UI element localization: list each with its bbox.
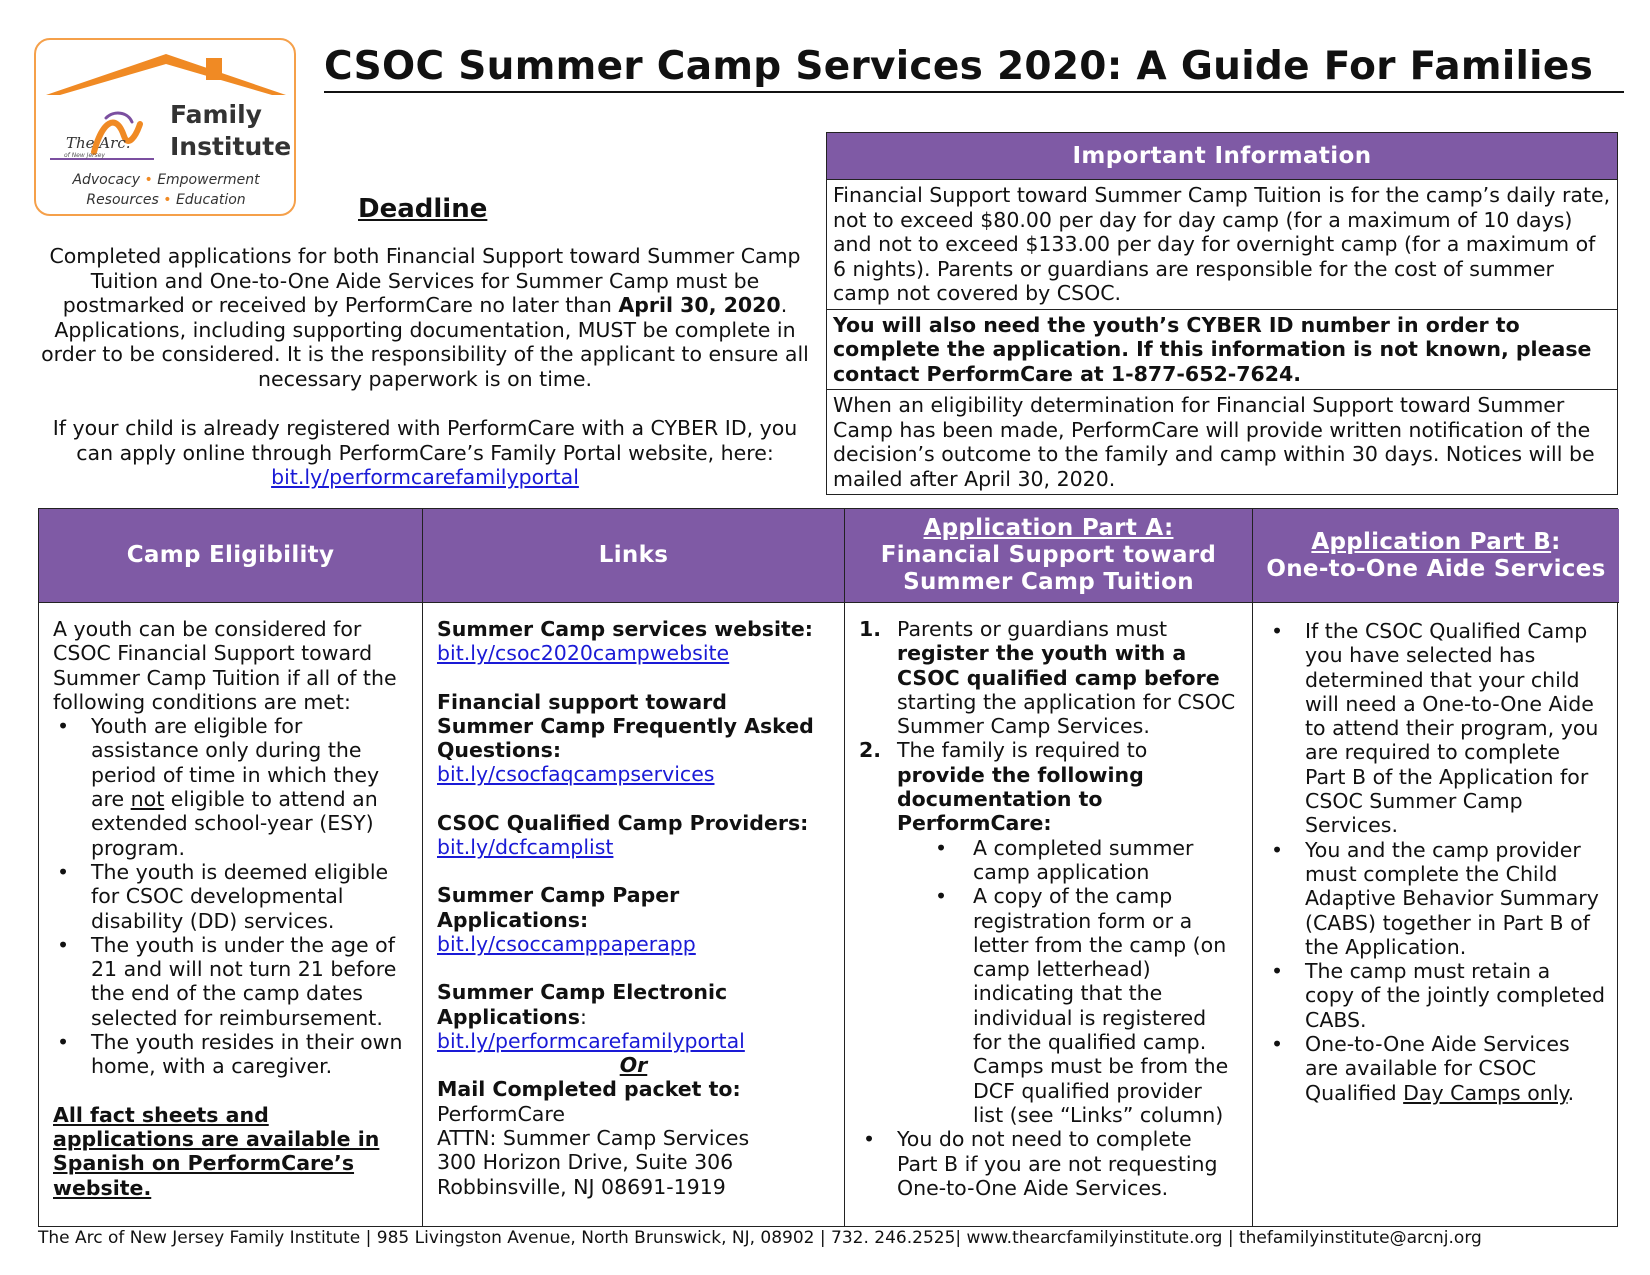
links-column [423, 603, 845, 1226]
part-a-column [845, 603, 1253, 1226]
header-part-a: Application Part A: Financial Support toward Summer Camp Tuition [845, 509, 1253, 603]
link-label: Summer Camp Electronic Applications: [437, 980, 728, 1029]
header-camp-eligibility: Camp Eligibility [39, 509, 423, 603]
faq-link[interactable]: bit.ly/csocfaqcampservices [437, 762, 715, 787]
mail-label: Mail Completed packet to: [437, 1077, 741, 1102]
list-item: • The camp must retain a copy of the jointly completed CABS. [1271, 959, 1605, 1032]
address-line: ATTN: Summer Camp Services [437, 1126, 750, 1151]
list-item: 2. The family is required to provide the following documentation to PerformCare: • A completed summer camp application • A copy of the camp registration form or a letter from the camp (on camp letterhead) indicating that the individual is registered for the qualified camp. Camps must be from the DCF qualified provider list (see “Links” column) [859, 738, 1238, 1127]
header-links: Links [423, 509, 845, 603]
logo-line2: Institute [170, 132, 292, 161]
link-label: CSOC Qualified Camp Providers: [437, 810, 809, 835]
important-info-notification: When an eligibility determination for Financial Support toward Summer Camp has been made, PerformCare will provide written notification of the decision’s outcome to the family and camp within 30 days. Notices will be mailed after April 30, 2020. [833, 393, 1595, 491]
arc-sub: of New Jersey [64, 152, 105, 159]
part-b-column [1253, 603, 1619, 1226]
list-item: • A completed summer camp application [935, 835, 1194, 884]
logo-line1: Family [170, 100, 262, 129]
list-item: • The youth resides in their own home, with a caregiver. [57, 1030, 403, 1079]
services-table [38, 508, 1618, 1227]
list-item: • One-to-One Aide Services are available for CSOC Qualified Day Camps only. [1271, 1032, 1575, 1105]
family-portal-link[interactable]: bit.ly/performcarefamilyportal [437, 1028, 745, 1053]
link-label: Financial support toward Summer Camp Frequently Asked Questions: [437, 689, 814, 763]
list-item: • The youth is under the age of 21 and will not turn 21 before the end of the camp dates selected for reimbursement. [57, 932, 397, 1030]
family-institute-logo [34, 38, 296, 216]
important-info-cyber-id: You will also need the youth’s CYBER ID number in order to complete the application. If this information is not known, please contact PerformCare at 1-877-652-7624. [827, 310, 1617, 391]
camp-website-link[interactable]: bit.ly/csoc2020campwebsite [437, 641, 730, 666]
important-info-heading: Important Information [827, 133, 1617, 180]
link-label: Summer Camp Paper Applications: [437, 883, 680, 932]
link-label: Summer Camp services website: [437, 617, 813, 641]
or-label: Or [619, 1053, 648, 1078]
footer: The Arc of New Jersey Family Institute | 985 Livingston Avenue, North Brunswick, NJ, 08902 | 732. 246.2525| www.thearcfamilyinstitute.org | thefamilyinstitute@arcnj.org [38, 1228, 1482, 1248]
portal-text: If your child is already registered with PerformCare with a CYBER ID, you can apply online through PerformCare’s Family Portal website, here: bit.ly/performcarefamilyportal [52, 416, 798, 489]
address-line: Robbinsville, NJ 08691-1919 [437, 1174, 726, 1199]
camp-list-link[interactable]: bit.ly/dcfcamplist [437, 835, 614, 860]
important-info-tuition: Financial Support toward Summer Camp Tuition is for the camp’s daily rate, not to exceed $80.00 per day for day camp (for a maximum of 10 days) and not to exceed $133.00 per day for overnight camp (for a maximum of 6 nights). Parents or guardians are responsible for the cost of summer camp not covered by CSOC. [827, 180, 1617, 310]
deadline-text: Completed applications for both Financial Support toward Summer Camp Tuition and One-to-One Aide Services for Summer Camp must be postmarked or received by PerformCare no later than April 30, 2020. Applications, including supporting documentation, MUST be complete in order to be considered. It is the responsibility of the applicant to ensure all necessary paperwork is on time. [41, 244, 809, 391]
logo-tagline-1: Advocacy • Empowerment [72, 172, 260, 188]
address-line: PerformCare [437, 1101, 565, 1126]
list-item: • You and the camp provider must complete the Child Adaptive Behavior Summary (CABS) together in Part B of the Application. [1271, 837, 1599, 959]
eligibility-intro: A youth can be considered for CSOC Financial Support toward Summer Camp Tuition if all of the following conditions are met: [53, 617, 397, 714]
list-item: • The youth is deemed eligible for CSOC developmental disability (DD) services. [57, 859, 389, 933]
list-item: 1. Parents or guardians must register the youth with a CSOC qualified camp before starting the application for CSOC Summer Camp Services. [859, 617, 1236, 739]
address-line: 300 Horizon Drive, Suite 306 [437, 1150, 734, 1175]
list-item: • You do not need to complete Part B if you are not requesting One-to-One Aide Services. [863, 1127, 1218, 1200]
deadline-heading: Deadline [358, 194, 488, 224]
paper-app-link[interactable]: bit.ly/csoccamppaperapp [437, 931, 696, 956]
list-item: • If the CSOC Qualified Camp you have selected has determined that your child will need a One-to-One Aide to attend their program, you are required to complete Part B of the Application for CSOC Summer Camp Services. [1271, 619, 1599, 838]
list-item: • A copy of the camp registration form or a letter from the camp (on camp letterhead) indicating that the individual is registered for the qualified camp. Camps must be from the DCF qualified provider list (see “Links” column) [935, 884, 1229, 1127]
important-info-box [826, 132, 1618, 495]
arc-name: The Arc. [66, 134, 131, 152]
header-part-b: Application Part B: One-to-One Aide Services [1253, 509, 1619, 603]
page-title: CSOC Summer Camp Services 2020: A Guide For Families [324, 44, 1624, 93]
spanish-note: All fact sheets and applications are available in Spanish on PerformCare’s website. [53, 1102, 380, 1200]
portal-link[interactable]: bit.ly/performcarefamilyportal [271, 465, 579, 489]
eligibility-column [39, 603, 423, 1226]
logo-tagline-2: Resources • Education [86, 192, 246, 208]
list-item: • Youth are eligible for assistance only during the period of time in which they are not eligible to attend an extended school-year (ESY) program. [57, 714, 380, 860]
